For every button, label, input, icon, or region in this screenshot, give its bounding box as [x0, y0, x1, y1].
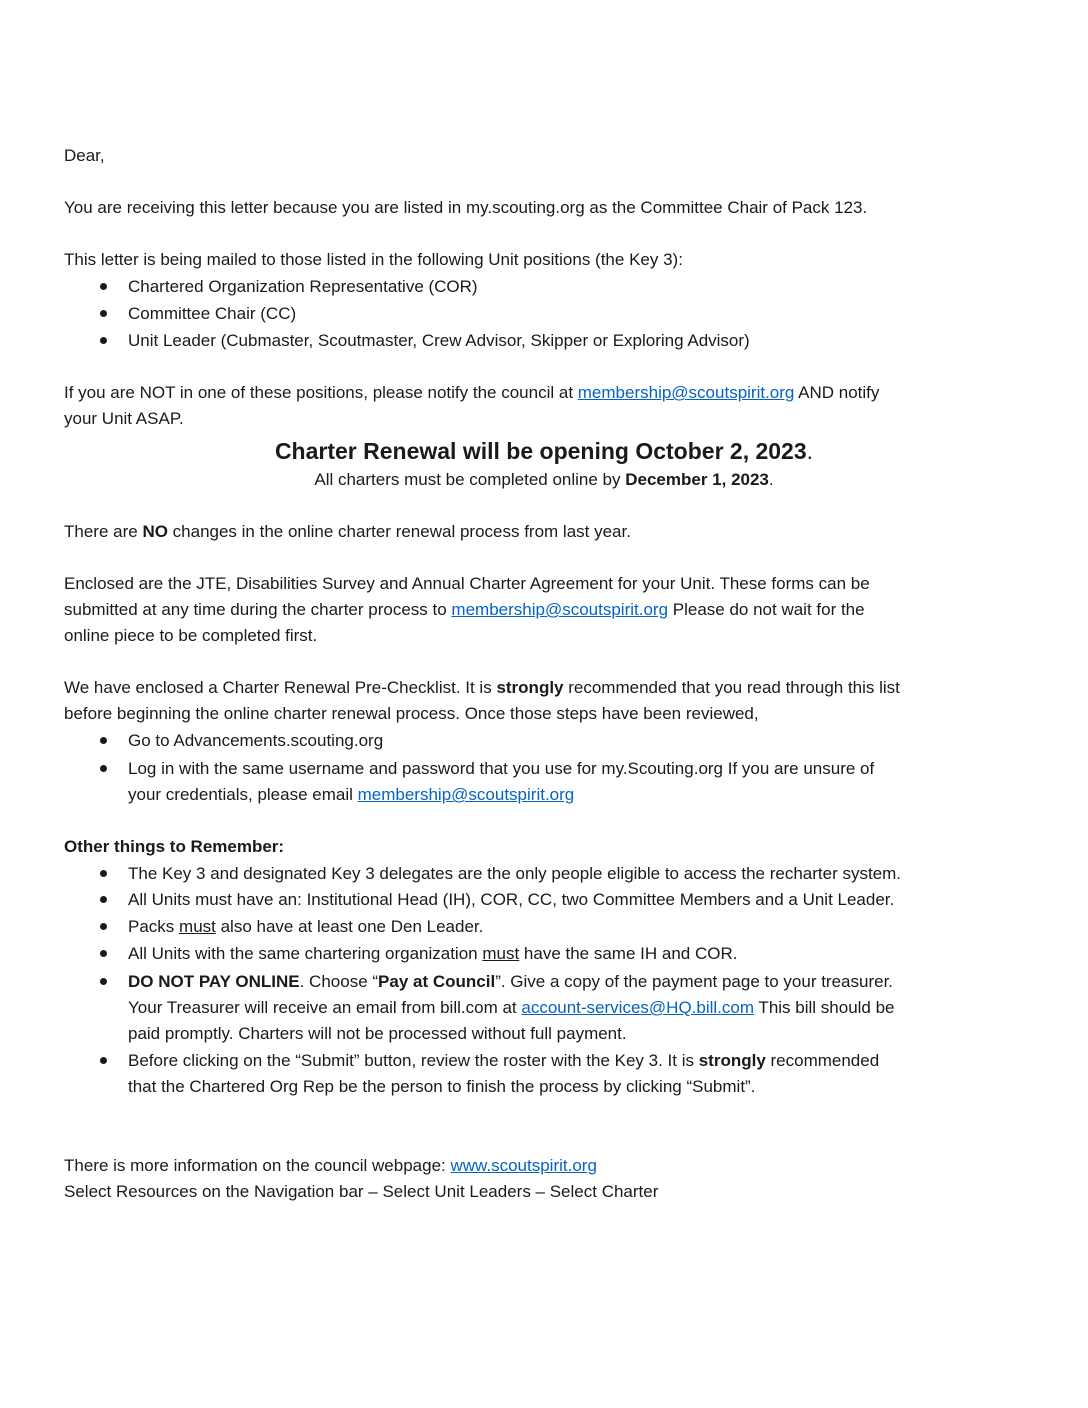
membership-email-link[interactable]: membership@scoutspirit.org — [451, 600, 669, 619]
reminder-item: Packs must also have at least one Den Leader. — [128, 917, 484, 936]
reminder-item: All Units must have an: Institutional Head (IH), COR, CC, two Committee Members and a Unit Leader. — [128, 890, 895, 909]
step-item: Go to Advancements.scouting.org — [128, 731, 384, 750]
checklist-line-1: We have enclosed a Charter Renewal Pre-Checklist. It is strongly recommended that you read through this list — [64, 678, 900, 697]
bullet-icon — [100, 330, 110, 340]
membership-email-link[interactable]: membership@scoutspirit.org — [357, 785, 575, 804]
more-info-line: There is more information on the council webpage: www.scoutspirit.org — [64, 1156, 597, 1175]
bullet-icon — [100, 889, 110, 899]
charter-renewal-heading: Charter Renewal will be opening October 2, 2023. — [274, 438, 814, 464]
mailed-to-line: This letter is being mailed to those listed in the following Unit positions (the Key 3): — [64, 250, 683, 269]
reminder-item: All Units with the same chartering organization must have the same IH and COR. — [128, 944, 738, 963]
enclosed-line-1: Enclosed are the JTE, Disabilities Survey and Annual Charter Agreement for your Unit. These forms can be — [64, 574, 870, 593]
bullet-icon — [100, 758, 110, 768]
enclosed-line-2: submitted at any time during the charter process to membership@scoutspirit.org Please do not wait for the — [64, 600, 865, 619]
intro-paragraph: You are receiving this letter because you are listed in my.scouting.org as the Committee Chair of Pack 123. — [64, 198, 868, 217]
account-services-email-link[interactable]: account-services@HQ.bill.com — [521, 998, 755, 1017]
step-item: Log in with the same username and password that you use for my.Scouting.org If you are unsure of — [128, 759, 875, 778]
position-item: Committee Chair (CC) — [128, 304, 297, 323]
reminder-item-cont: Your Treasurer will receive an email from bill.com at account-services@HQ.bill.com This bill should be — [128, 998, 895, 1017]
enclosed-line-3: online piece to be completed first. — [64, 626, 318, 645]
reminder-item: The Key 3 and designated Key 3 delegates are the only people eligible to access the recharter system. — [128, 864, 902, 883]
bullet-icon — [100, 276, 110, 286]
position-item: Chartered Organization Representative (COR) — [128, 277, 478, 296]
position-item: Unit Leader (Cubmaster, Scoutmaster, Crew Advisor, Skipper or Exploring Advisor) — [128, 331, 750, 350]
no-changes-line: There are NO changes in the online charter renewal process from last year. — [64, 522, 631, 541]
step-item-cont: your credentials, please email membership@scoutspirit.org — [128, 785, 575, 804]
reminder-item-cont: paid promptly. Charters will not be processed without full payment. — [128, 1024, 627, 1043]
notify-line: If you are NOT in one of these positions, please notify the council at membership@scoutspirit.org AND notify — [64, 383, 880, 402]
bullet-icon — [100, 730, 110, 740]
membership-email-link[interactable]: membership@scoutspirit.org — [577, 383, 795, 402]
bullet-icon — [100, 1050, 110, 1060]
reminder-item-cont: that the Chartered Org Rep be the person to finish the process by clicking “Submit”. — [128, 1077, 756, 1096]
reminder-item: Before clicking on the “Submit” button, review the roster with the Key 3. It is strongly recommended — [128, 1051, 880, 1070]
reminder-item: DO NOT PAY ONLINE. Choose “Pay at Council”. Give a copy of the payment page to your treasurer. — [128, 972, 894, 991]
bullet-icon — [100, 943, 110, 953]
deadline-line: All charters must be completed online by December 1, 2023. — [314, 470, 774, 489]
navigation-path-line: Select Resources on the Navigation bar – Select Unit Leaders – Select Charter — [64, 1182, 659, 1201]
checklist-line-2: before beginning the online charter renewal process. Once those steps have been reviewed, — [64, 704, 759, 723]
bullet-icon — [100, 303, 110, 313]
bullet-icon — [100, 863, 110, 873]
notify-line-2: your Unit ASAP. — [64, 409, 184, 428]
bullet-icon — [100, 971, 110, 981]
other-things-heading: Other things to Remember: — [64, 837, 285, 856]
council-website-link[interactable]: www.scoutspirit.org — [450, 1156, 597, 1175]
greeting: Dear, — [64, 146, 105, 165]
bullet-icon — [100, 916, 110, 926]
